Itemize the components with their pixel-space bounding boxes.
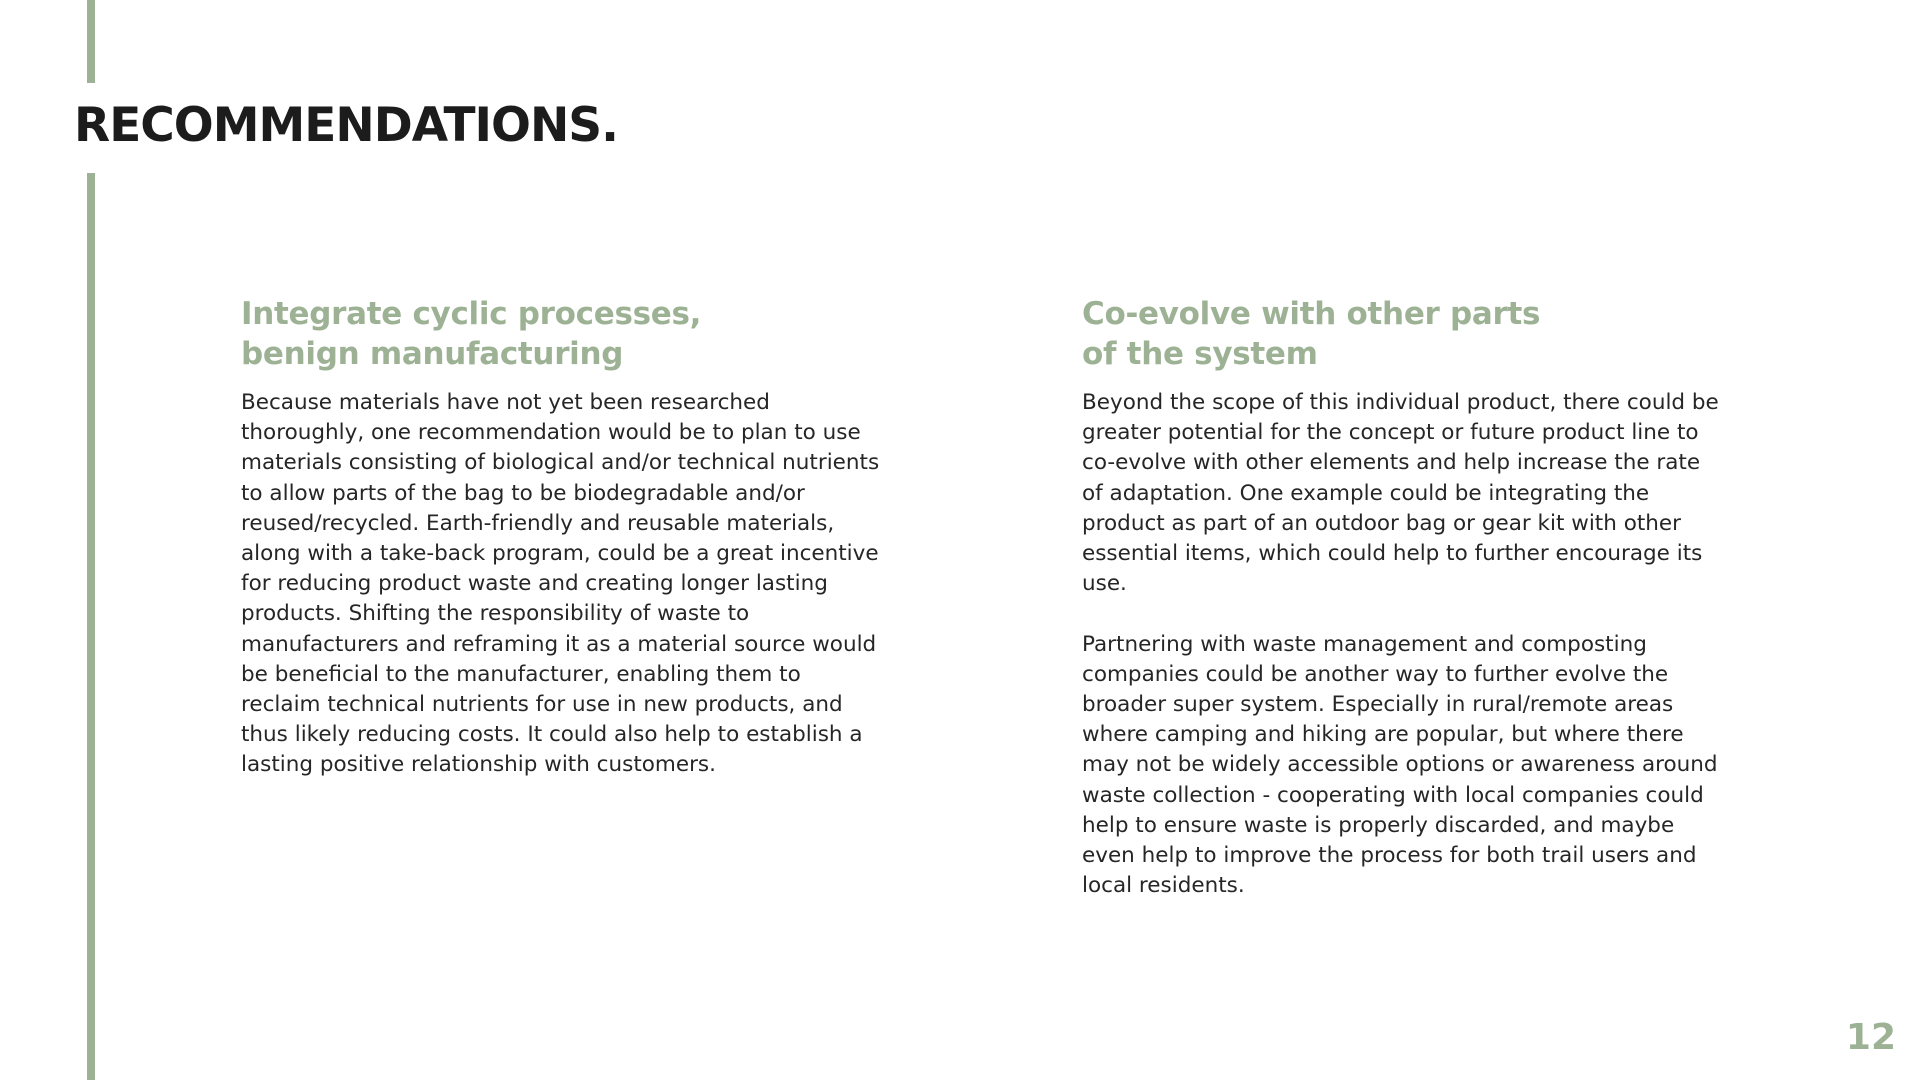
paragraph: Partnering with waste management and composting companies could be another way to further evolve the broader super system. Especially in rural/remote areas where camping and hiking are popular, but where there may not be widely accessible options or awareness around waste collection - cooperating with local companies could help to ensure waste is properly discarded, and maybe even help to improve the process for both trail users and local residents. <box>1082 631 1718 899</box>
accent-bar-main <box>87 173 95 1080</box>
page-number: 12 <box>1845 1017 1896 1058</box>
section-body <box>241 388 881 781</box>
section-integrate-cyclic-processes <box>241 294 881 811</box>
section-co-evolve <box>1082 294 1722 932</box>
page-title: RECOMMENDATIONS. <box>74 98 619 153</box>
section-heading: Integrate cyclic processes, benign manufacturing <box>241 296 702 372</box>
section-heading: Co-evolve with other parts of the system <box>1082 296 1541 372</box>
accent-bar-top <box>87 0 95 83</box>
paragraph: Beyond the scope of this individual product, there could be greater potential for the concept or future product line to co-evolve with other elements and help increase the rate of adaptation. One example could be integrating the product as part of an outdoor bag or gear kit with other essential items, which could help to further encourage its use. <box>1082 390 1719 597</box>
paragraph: Because materials have not yet been researched thoroughly, one recommendation would be to plan to use materials consisting of biological and/or technical nutrients to allow parts of the bag to be biodegradable and/or reused/recycled. Earth-friendly and reusable materials, along with a take-back program, could be a great incentive for reducing product waste and creating longer lasting products. Shifting the responsibility of waste to manufacturers and reframing it as a material source would be beneficial to the manufacturer, enabling them to reclaim technical nutrients for use in new products, and thus likely reducing costs. It could also help to establish a lasting positive relationship with customers. <box>241 390 880 778</box>
section-body <box>1082 388 1722 901</box>
